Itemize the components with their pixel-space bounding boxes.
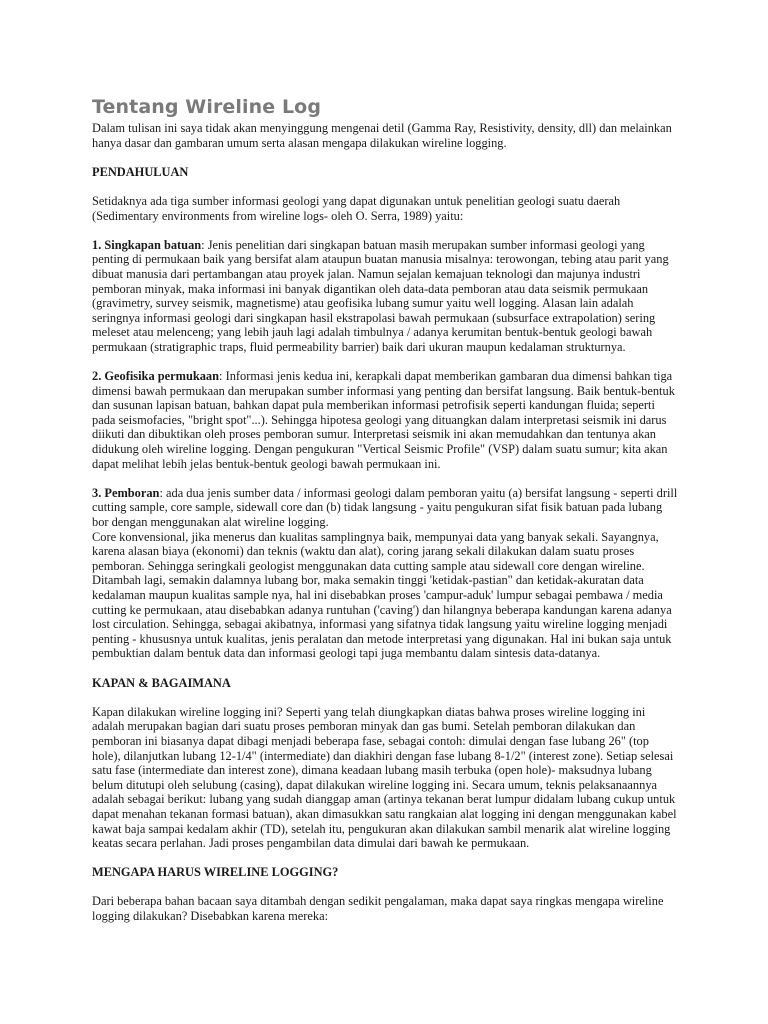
list-item-head: 3. Pemboran [92,485,160,500]
pemboran-continuation: Core konvensional, jika menerus dan kualitas samplingnya baik, mempunyai data yang banyak sekali. Sayangnya, karena alasan biaya (ekonomi) dan teknis (waktu dan alat), coring jarang sekali dilakukan dalam suatu proses pemboran. Sehingga seringkali geologist menggunakan data cutting sample atau sidewall core dengan wireline. Ditambah lagi, semakin dalamnya lubang bor, maka semakin tinggi 'ketidak-pastian" dan ketidak-akuratan data kedalaman maupun kualitas sample nya, hal ini disebabkan proses 'campur-aduk' lumpur sebagai pembawa / media cutting ke permukaan, atau disebabkan adanya runtuhan ('caving') dan hilangnya beberapa kandungan karena adanya lost circulation. Sehingga, sebagai akibatnya, informasi yang sifatnya tidak langsung yaitu wireline logging menjadi penting - khususnya untuk kualitas, jenis peralatan dan metode interpretasi yang digunakan. Hal ini bukan saja untuk pembuktian dalam bentuk data dan informasi geologi tapi juga membantu dalam sintesis data-datanya. [92,529,672,661]
list-item-text: : Jenis penelitian dari singkapan batuan masih merupakan sumber informasi geologi yang penting di permukaan baik yang bersifat alam ataupun buatan manusia misalnya: terowongan, tebing atau parit yang dibuat manusia dari pertambangan atau proyek jalan. Namun sejalan kemajuan teknologi dan majunya industri pemboran minyak, maka informasi ini banyak digantikan oleh data-data pemboran atau data seismik permukaan (gravimetry, survey seismik, magnetisme) atau geofisika lubang sumur yaitu well logging. Alasan lain adalah seringnya informasi geologi dari singkapan hasil ekstrapolasi bawah permukaan (subsurface extrapolation) sering meleset atau melenceng; yang lebih jauh lagi adalah timbulnya / adanya kerumitan bentuk-bentuk geologi bawah permukaan (stratigraphic traps, fluid permeability barrier) baik dari ukuran maupun kedalaman strukturnya. [92,237,669,354]
page-title: Tentang Wireline Log [92,96,322,118]
intro-paragraph: Dalam tulisan ini saya tidak akan menyinggung mengenai detil (Gamma Ray, Resistivity, density, dll) dan melainkan hanya dasar dan gambaran umum serta alasan mengapa dilakukan wireline logging. [92,121,672,150]
section-heading-mengapa: MENGAPA HARUS WIRELINE LOGGING? [92,865,339,880]
pendahuluan-paragraph: Setidaknya ada tiga sumber informasi geologi yang dapat digunakan untuk penelitian geologi suatu daerah (Sedimentary environments from wireline logs- oleh O. Serra, 1989) yaitu: [92,193,621,223]
list-item-head: 1. Singkapan batuan [92,237,202,252]
kapan-paragraph: Kapan dilakukan wireline logging ini? Seperti yang telah diungkapkan diatas bahwa proses wireline logging ini adalah merupakan bagian dari suatu proses pemboran minyak dan gas bumi. Setelah pemboran dilakukan dan pemboran ini biasanya dapat dibagi menjadi beberapa fase, sebagai contoh: dimulai dengan fase lubang 26" (top hole), dilanjutkan lubang 12-1/4" (intermediate) dan diakhiri dengan fase lubang 8-1/2" (interest zone). Setiap selesai satu fase (intermediate dan interest zone), dimana keadaan lubang masih terbuka (open hole)- maksudnya lubang belum ditutupi oleh selubung (casing), dapat dilakukan wireline logging ini. Secara umum, teknis pelaksanaannya adalah sebagai berikut: lubang yang sudah dianggap aman (artinya tekanan berat lumpur didalam lubang cukup untuk dapat menahan tekanan formasi batuan), akan dimasukkan satu rangkaian alat logging ini dengan menggunakan kabel kawat baja sampai kedalam akhir (TD), setelah itu, pengukuran akan dilakukan sambil menarik alat wireline logging keatas secara perlahan. Jadi proses pengambilan data dimulai dari bawah ke permukaan. [92,704,677,851]
document-body [92,121,680,938]
list-item-pemboran [92,486,680,530]
list-item-head: 2. Geofisika permukaan [92,369,220,384]
section-heading-pendahuluan: PENDAHULUAN [92,164,189,179]
list-item-text: : ada dua jenis sumber data / informasi geologi dalam pemboran yaitu (a) bersifat langsung - seperti drill cutting sample, core sample, sidewall core dan (b) tidak langsung - yaitu pengukuran sifat fisik batuan pada lubang bor dengan menggunakan alat wireline logging. [92,485,678,530]
list-item-text: : Informasi jenis kedua ini, kerapkali dapat memberikan gambaran dua dimensi bahkan tiga dimensi bawah permukaan dan merupakan sumber informasi yang penting dan bersifat langsung. Baik bentuk-bentuk dan susunan lapisan batuan, bahkan dapat pula memberikan informasi petrofisik seperti kandungan fluida; seperti pada seismofacies, "bright spot"...). Sehingga hipotesa geologi yang dituangkan dalam interpretasi seismik ini darus diikuti dan dibuktikan oleh proses pemboran sumur. Interpretasi seismik ini akan memudahkan dan tentunya akan didukung oleh wireline logging. Dengan pengukuran "Vertical Seismic Profile" (VSP) dalam suatu sumur; kita akan dapat melihat lebih jelas bentuk-bentuk geologi bawah permukaan ini. [92,369,675,471]
list-item-geofisika [92,369,680,471]
mengapa-paragraph: Dari beberapa bahan bacaan saya ditambah dengan sedikit pengalaman, maka dapat saya ringkas mengapa wireline logging dilakukan? Disebabkan karena mereka: [92,894,664,924]
list-item-singkapan [92,238,680,355]
section-heading-kapan: KAPAN & BAGAIMANA [92,675,231,690]
